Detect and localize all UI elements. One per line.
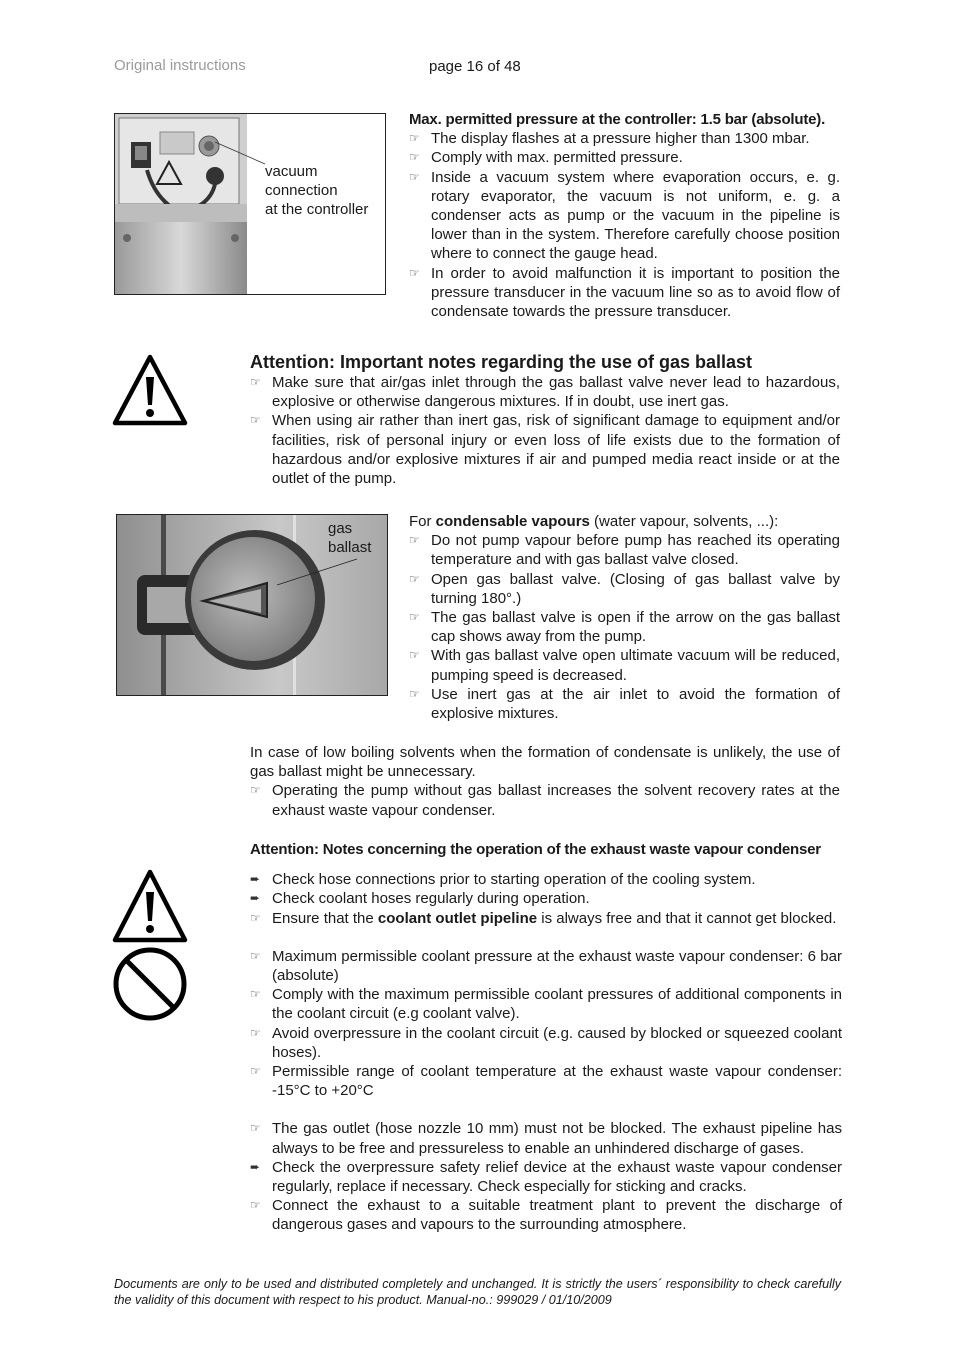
pointing-hand-icon: ☞: [250, 987, 261, 1002]
pointing-hand-icon: ☞: [250, 948, 261, 963]
list-item: ➨ Check hose connections prior to starting operation of the cooling system.: [250, 871, 756, 889]
list-item: ☞ Comply with the maximum permissible coolant pressures of additional components in the coolant circuit (e.g coolant valve).: [250, 986, 842, 1023]
list-item: ☞ Use inert gas at the air inlet to avoid the formation of explosive mixtures.: [409, 685, 840, 723]
list-item: ☞ The display flashes at a pressure higher than 1300 mbar.: [409, 130, 810, 148]
arrow-bullet-icon: ➨: [250, 1159, 261, 1174]
condenser-section: [250, 840, 842, 1235]
pointing-hand-icon: ☞: [409, 571, 420, 586]
condenser-checks-list: [250, 870, 842, 928]
list-item: ➨ Check coolant hoses regularly during operation.: [250, 890, 590, 908]
list-item: ☞ Avoid overpressure in the coolant circuit (e.g. caused by blocked or squeezed coolant hoses).: [250, 1024, 842, 1061]
pointing-hand-icon: ☞: [250, 910, 261, 925]
pointing-hand-icon: ☞: [409, 648, 420, 663]
warning-triangle-icon: [112, 868, 188, 949]
list-item: ☞ The gas outlet (hose nozzle 10 mm) must not be blocked. The exhaust pipeline has always to be free and pressureless to enable an unhindered discharge of gases.: [250, 1120, 842, 1157]
low-boiling-section: [250, 743, 840, 820]
gas-ballast-section: [250, 351, 840, 488]
pointing-hand-icon: ☞: [409, 610, 420, 625]
list-item: ☞ Ensure that the coolant outlet pipeline is always free and that it cannot get blocked.: [250, 909, 837, 927]
condensable-list: [409, 531, 840, 723]
pointing-hand-icon: ☞: [250, 1025, 261, 1040]
pressure-list: [409, 129, 840, 321]
low-boiling-paragraph: In case of low boiling solvents when the formation of condensate is unlikely, the use of gas ballast might be unnecessary.: [250, 744, 840, 781]
pressure-heading: Max. permitted pressure at the controller: 1.5 bar (absolute).: [409, 111, 826, 128]
arrow-bullet-icon: ➨: [250, 891, 261, 906]
condensable-intro: For condensable vapours (water vapour, solvents, ...):: [409, 513, 779, 530]
gas-ballast-caption: gas ballast: [328, 520, 372, 556]
list-item: ☞ Open gas ballast valve. (Closing of gas ballast valve by turning 180°.): [409, 570, 840, 607]
pointing-hand-icon: ☞: [409, 686, 420, 701]
list-item: ☞ Inside a vacuum system where evaporation occurs, e. g. rotary evaporator, the vacuum is not uniform, e. g. a condenser acts as pump or the vacuum in the pipeline is lower than in the system. Therefore carefully choose position where to connect the gauge head.: [409, 168, 840, 263]
pointing-hand-icon: ☞: [250, 413, 261, 428]
list-item: ☞ With gas ballast valve open ultimate vacuum will be reduced, pumping speed is decreased.: [409, 647, 840, 684]
pointing-hand-icon: ☞: [409, 169, 420, 184]
pointing-hand-icon: ☞: [250, 1121, 261, 1136]
pointing-hand-icon: ☞: [409, 533, 420, 548]
coolant-limits-list: [250, 947, 842, 1101]
pointing-hand-icon: ☞: [250, 1064, 261, 1079]
pointing-hand-icon: ☞: [409, 150, 420, 165]
page-number: page 16 of 48: [429, 58, 521, 75]
list-item: ☞ When using air rather than inert gas, risk of significant damage to equipment and/or facilities, risk of personal injury or even loss of life exists due to the formation of hazardous and/or explosive mixtures if air and pumped media react inside or at the outlet of the pump.: [250, 412, 840, 488]
list-item: ☞ The gas ballast valve is open if the arrow on the gas ballast cap shows away from the pump.: [409, 609, 840, 646]
pointing-hand-icon: ☞: [250, 375, 261, 389]
pointing-hand-icon: ☞: [250, 783, 261, 798]
pointing-hand-icon: ☞: [409, 265, 420, 280]
list-item: ☞ In order to avoid malfunction it is important to position the pressure transducer in the vacuum line so as to avoid flow of condensate towards the pressure transducer.: [409, 264, 840, 321]
list-item: ☞ Operating the pump without gas ballast increases the solvent recovery rates at the exhaust waste vapour condenser.: [250, 782, 840, 819]
low-boiling-list: [250, 781, 840, 819]
footer-disclaimer: Documents are only to be used and distributed completely and unchanged. It is strictly the users´ responsibility to check carefully the validity of this document with respect to his product. Manual-no.: 999029 / 01/10/2009: [114, 1277, 841, 1307]
list-item: ☞ Comply with max. permitted pressure.: [409, 149, 683, 167]
list-item: ☞ Make sure that air/gas inlet through the gas ballast valve never lead to hazardous, explosive or otherwise dangerous mixtures. If in doubt, use inert gas.: [250, 374, 840, 411]
list-item: ☞ Maximum permissible coolant pressure at the exhaust waste vapour condenser: 6 bar (absolute): [250, 947, 842, 985]
list-item: ➨ Check the overpressure safety relief device at the exhaust waste vapour condenser regularly, replace if necessary. Check especially for sticking and cracks.: [250, 1158, 842, 1196]
list-item: ☞ Permissible range of coolant temperature at the exhaust waste vapour condenser: -15°C to +20°C: [250, 1063, 842, 1100]
gas-ballast-list: [250, 373, 840, 488]
condenser-heading: Attention: Notes concerning the operation of the exhaust waste vapour condenser: [250, 841, 821, 858]
condensable-section: [409, 512, 840, 723]
arrow-bullet-icon: ➨: [250, 872, 261, 887]
list-item: ☞ Connect the exhaust to a suitable treatment plant to prevent the discharge of dangerous gases and vapours to the surrounding atmosphere.: [250, 1197, 842, 1234]
prohibition-icon: [112, 946, 188, 1027]
exhaust-list: [250, 1119, 842, 1234]
pointing-hand-icon: ☞: [409, 131, 420, 146]
pressure-section: [409, 110, 840, 321]
pointing-hand-icon: ☞: [250, 1198, 261, 1213]
controller-caption: vacuum connection at the controller: [265, 163, 369, 218]
warning-triangle-icon: [112, 353, 188, 432]
list-item: ☞ Do not pump vapour before pump has reached its operating temperature and with gas ballast valve closed.: [409, 532, 840, 569]
header-label: Original instructions: [114, 57, 246, 74]
gas-ballast-heading: Attention: Important notes regarding the use of gas ballast: [250, 352, 753, 372]
